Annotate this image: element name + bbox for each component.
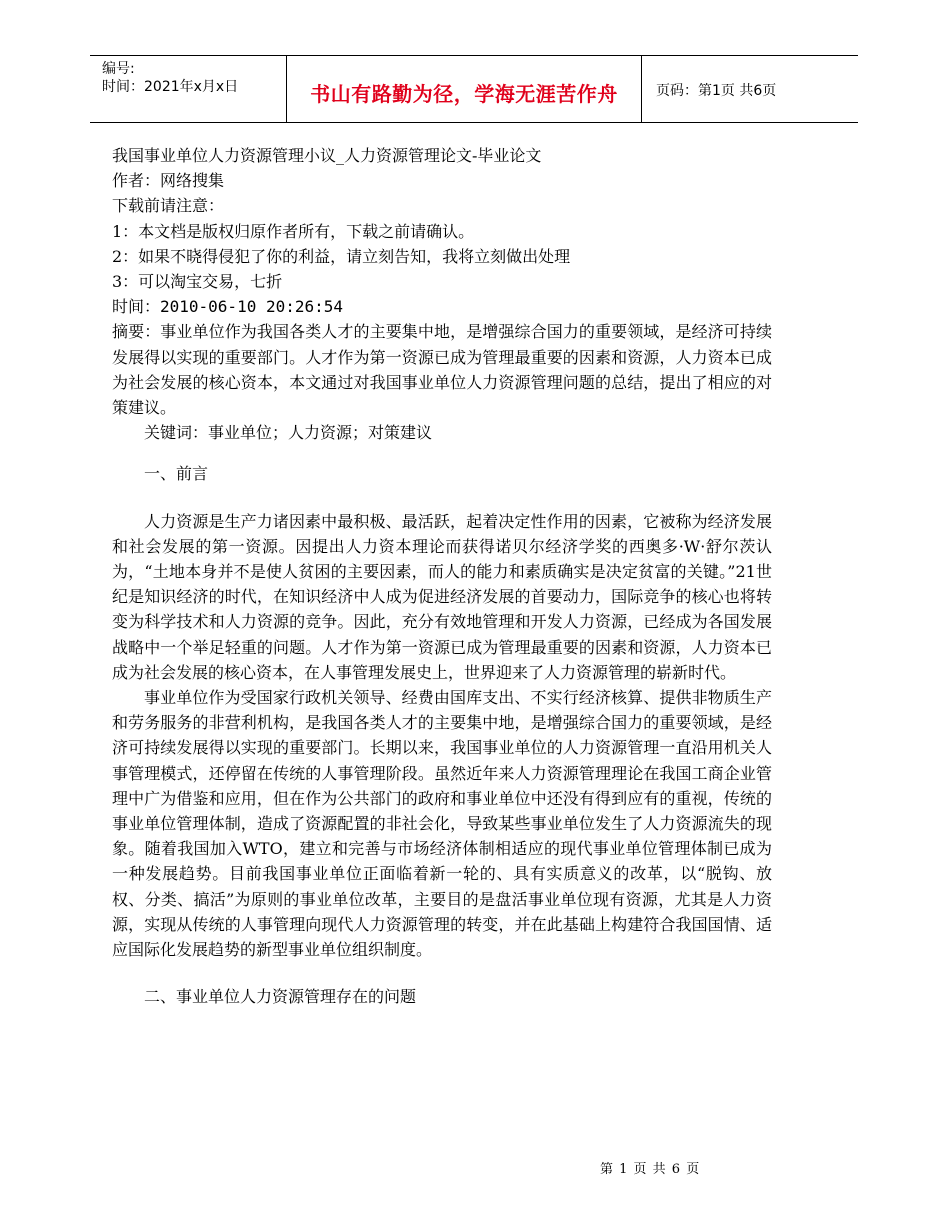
- keywords-line: 关键词：事业单位；人力资源；对策建议: [144, 423, 433, 443]
- document-time: 时间：2010-06-10 20:26:54: [112, 297, 344, 317]
- document-title: 我国事业单位人力资源管理小议_人力资源管理论文-毕业论文: [112, 146, 542, 165]
- body-paragraph: 事业单位作为受国家行政机关领导、经费由国库支出、不实行经济核算、提供非物质生产和劳务服务的非营利机构，是我国各类人才的主要集中地，是增强综合国力的重要领域，是经济可持续发展得以实现的重要部门。长期以来，我国事业单位的人力资源管理一直沿用机关人事管理模式，还停留在传统的人事管理阶段。虽然近年来人力资源管理理论在我国工商企业管理中广为借鉴和应用，但在作为公共部门的政府和事业单位中还没有得到应有的重视，传统的事业单位管理体制，造成了资源配置的非社会化，导致某些事业单位发生了人力资源流失的现象。随着我国加入WTO，建立和完善与市场经济体制相适应的现代事业单位管理体制已成为一种发展趋势。目前我国事业单位正面临着新一轮的、具有实质意义的改革，以“脱钩、放权、分类、搞活”为原则的事业单位改革，主要目的是盘活事业单位现有资源，尤其是人力资源，实现从传统的人事管理向现代人力资源管理的转变，并在此基础上构建符合我国国情、适应国际化发展趋势的新型事业单位组织制度。: [112, 688, 772, 960]
- abstract-paragraph: 摘要：事业单位作为我国各类人才的主要集中地，是增强综合国力的重要领域，是经济可持续发展得以实现的重要部门。人才作为第一资源已成为管理最重要的因素和资源，人力资本已成为社会发展的核心资本，本文通过对我国事业单位人力资源管理问题的总结，提出了相应的对策建议。: [112, 322, 772, 418]
- section-heading-problems: 二、事业单位人力资源管理存在的问题: [144, 987, 417, 1007]
- section-heading-preface: 一、前言: [144, 464, 209, 484]
- document-header: [90, 55, 858, 123]
- notice-title: 下载前请注意：: [112, 196, 225, 216]
- notice-item: 3：可以淘宝交易，七折: [112, 272, 283, 292]
- header-number-label: 编号:: [102, 61, 135, 77]
- body-paragraph: 人力资源是生产力诸因素中最积极、最活跃，起着决定性作用的因素，它被称为经济发展和社会发展的第一资源。因提出人力资本理论而获得诺贝尔经济学奖的西奥多·W·舒尔茨认为，“土地本身并不是使人贫困的主要因素，而人的能力和素质确实是决定贫富的关键。”21世纪是知识经济的时代，在知识经济中人成为促进经济发展的首要动力，国际竞争的核心也将转变为科学技术和人力资源的竞争。因此，充分有效地管理和开发人力资源，已经成为各国发展战略中一个举足轻重的问题。人才作为第一资源已成为管理最重要的因素和资源，人力资本已成为社会发展的核心资本，在人事管理发展史上，世界迎来了人力资源管理的崭新时代。: [112, 511, 772, 682]
- document-body: [112, 143, 772, 1010]
- document-author: 作者：网络搜集: [112, 171, 225, 191]
- header-motto-cell: [286, 56, 642, 122]
- header-page-info: 页码：第1页 共6页: [656, 83, 777, 99]
- footer-page-number: 第 1 页 共 6 页: [600, 1162, 701, 1177]
- header-meta-cell: [90, 56, 286, 122]
- notice-item: 1：本文档是版权归原作者所有，下载之前请确认。: [112, 221, 475, 241]
- header-time-label: 时间：2021年x月x日: [102, 79, 239, 95]
- notice-item: 2：如果不晓得侵犯了你的利益，请立刻告知，我将立刻做出处理: [112, 246, 571, 266]
- header-motto: 书山有路勤为径，学海无涯苦作舟: [310, 82, 618, 106]
